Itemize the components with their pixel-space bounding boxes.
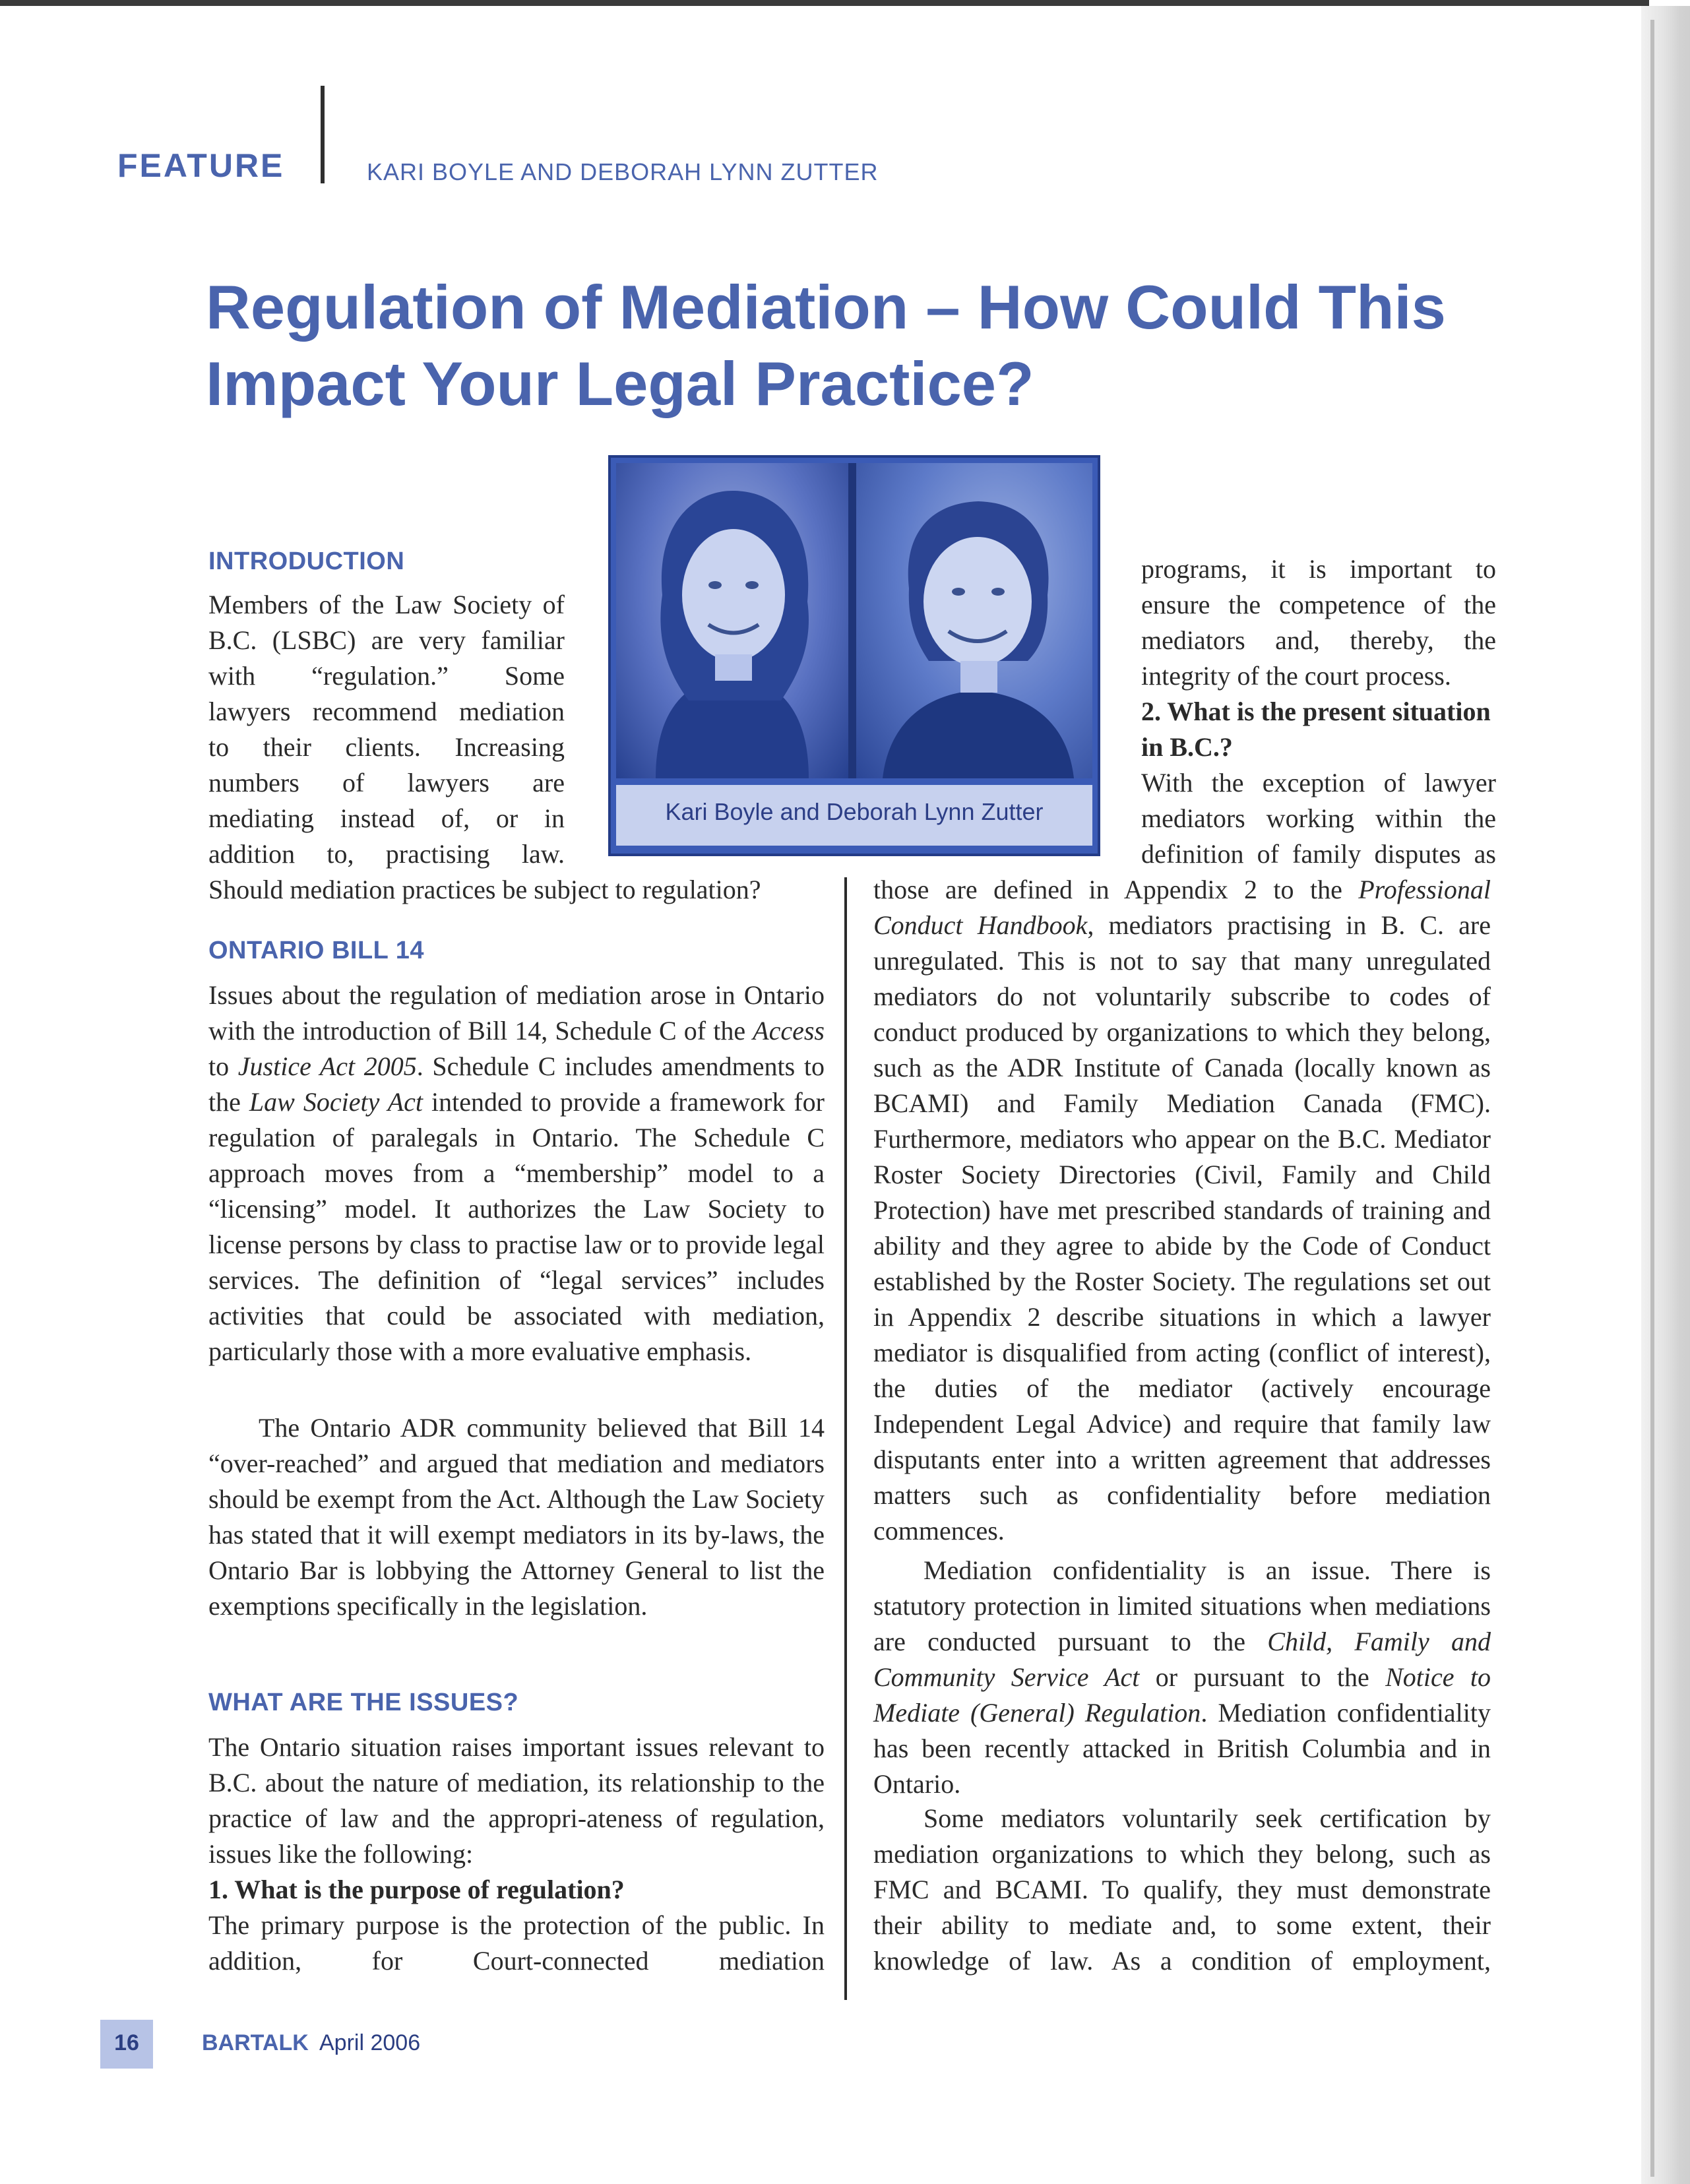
heading-what-are-the-issues: WHAT ARE THE ISSUES? [208,1689,519,1716]
text-run: Issues about the regulation of mediation arose in Ontario with the introduction of Bill 14, Schedule C of the [208,980,825,1045]
heading-ontario-bill-14: ONTARIO BILL 14 [208,937,425,964]
right-paragraph-3: Some mediators voluntarily seek certification by mediation organizations to which they belong, such as FMC and BCAMI. To qualify, they must demonstrate their ability to mediate and, to some extent, their knowledge of law. As a condition of employment, [873,1803,1491,1976]
publication-name: BARTALK [202,2030,309,2055]
text-run: , mediators practising in B. C. are unregulated. This is not to say that many unregulated mediators do not voluntarily subscribe to codes of conduct produced by organizations to which they belong, such as the ADR Institute of Canada (locally known as BCAMI) and Family Mediation Canada (FMC). Furthermore, mediators who appear on the B.C. Mediator Roster Society Directories (Civil, Family and Child Protection) have met prescribed standards of training and ability and they agree to abide by the Code of Conduct established by the Roster Society. The regulations set out in Appendix 2 describe situations in which a lawyer mediator is disqualified from acting (conflict of interest), the duties of the mediator (actively encourage Independent Legal Advice) and require that family law disputants enter into a written agreement that addresses matters such as confidentiality before mediation commences. [873,910,1491,1545]
italic-run: Access [753,1016,825,1045]
column-divider [844,877,847,2000]
right-top-line: With the exception of lawyer [1141,768,1496,797]
scan-spine-line [1650,20,1654,2177]
text-run: . Mediation confidentiality has been recently attacked in British Columbia and in Ontario. [873,1698,1491,1799]
italic-run: Justice Act 2005 [237,1051,417,1081]
right-top-line: mediators and, thereby, the [1141,625,1496,655]
intro-line: addition to, practising law. [208,839,565,869]
right-top-line: integrity of the court process. [1141,661,1451,691]
author-photo [608,455,1100,856]
ontario-paragraph-1 [208,978,825,1369]
intro-line: with “regulation.” Some [208,661,565,691]
photo-caption: Kari Boyle and Deborah Lynn Zutter [665,798,1044,825]
heading-introduction: INTRODUCTION [208,547,405,575]
text-run: or pursuant to the [1139,1662,1386,1692]
right-top-line: definition of family disputes as [1141,839,1496,869]
italic-run: Notice to Mediate (General) Regulation [873,1662,1491,1728]
question-2-line-1: 2. What is the present situation [1141,697,1491,726]
page-number: 16 [114,2030,139,2055]
text-run: Mediation confidentiality is an issue. There is statutory protection in limited situations when mediations are conducted pursuant to the [873,1555,1491,1656]
intro-line: numbers of lawyers are [208,768,565,797]
text-run: those are defined in Appendix 2 to the [873,875,1359,904]
intro-line: lawyers recommend mediation [208,697,565,726]
title-line-1: Regulation of Mediation – How Could This [206,272,1446,342]
intro-line: Members of the Law Society of [208,590,565,619]
ontario-paragraph-2: The Ontario ADR community believed that Bill 14 “over-reached” and argued that mediation and mediators should be exempt from the Act. Although the Law Society has stated that it will exempt mediators in its by-laws, the Ontario Bar is lobbying the Attorney General to list the exemptions specifically in the legislation. [208,1413,825,1621]
text-run: intended to provide a framework for regulation of paralegals in Ontario. The Schedule C approach moves from a “membership” model to a “licensing” model. It authorizes the Law Society to license persons by class to practise law or to provide legal services. The definition of “legal services” includes activities that could be associated with mediation, particularly those with a more evaluative emphasis. [208,1087,825,1366]
intro-line: mediating instead of, or in [208,803,565,833]
question-1: 1. What is the purpose of regulation? [208,1875,625,1904]
intro-line: to their clients. Increasing [208,732,565,762]
right-top-line: ensure the competence of the [1141,590,1496,619]
scan-edge-right [1641,6,1690,2184]
italic-run: Professional Conduct Handbook [873,875,1491,940]
intro-paragraph [208,587,565,872]
photo-caption-bar [616,785,1092,846]
right-top-line: mediators working within the [1141,803,1496,833]
intro-last-line: Should mediation practices be subject to regulation? [208,875,761,904]
photo-kari-boyle [616,463,848,778]
text-run: . Schedule C includes amendments to the [208,1051,825,1117]
title-line-2: Impact Your Legal Practice? [206,349,1034,418]
header-divider [321,86,325,183]
section-label: FEATURE [117,147,285,184]
text-run: to [208,1051,238,1081]
portrait-left-icon [616,463,848,778]
right-top-paragraph [1141,551,1496,872]
byline: KARI BOYLE AND DEBORAH LYNN ZUTTER [367,158,879,185]
right-paragraph-2 [873,1553,1491,1802]
question-2-line-2: in B.C.? [1141,732,1233,762]
scan-edge-top [0,0,1649,6]
issue-date: April 2006 [319,2030,421,2055]
right-top-line: programs, it is important to [1141,554,1496,584]
photo-divider [848,463,856,778]
intro-line: B.C. (LSBC) are very familiar [208,625,565,655]
italic-run: Child, Family and Community Service Act [873,1627,1491,1692]
right-paragraph-1 [873,872,1491,1549]
issues-paragraph: The Ontario situation raises important issues relevant to B.C. about the nature of mediation, its relationship to the practice of law and the appropri-ateness of regulation, issues like the following: [208,1732,825,1869]
portrait-right-icon [856,463,1092,778]
photo-deborah-lynn-zutter [856,463,1092,778]
question-1-answer: The primary purpose is the protection of the public. In addition, for Court-connected mediation [208,1910,825,1976]
italic-run: Law Society Act [249,1087,423,1117]
article-title [206,269,1525,422]
